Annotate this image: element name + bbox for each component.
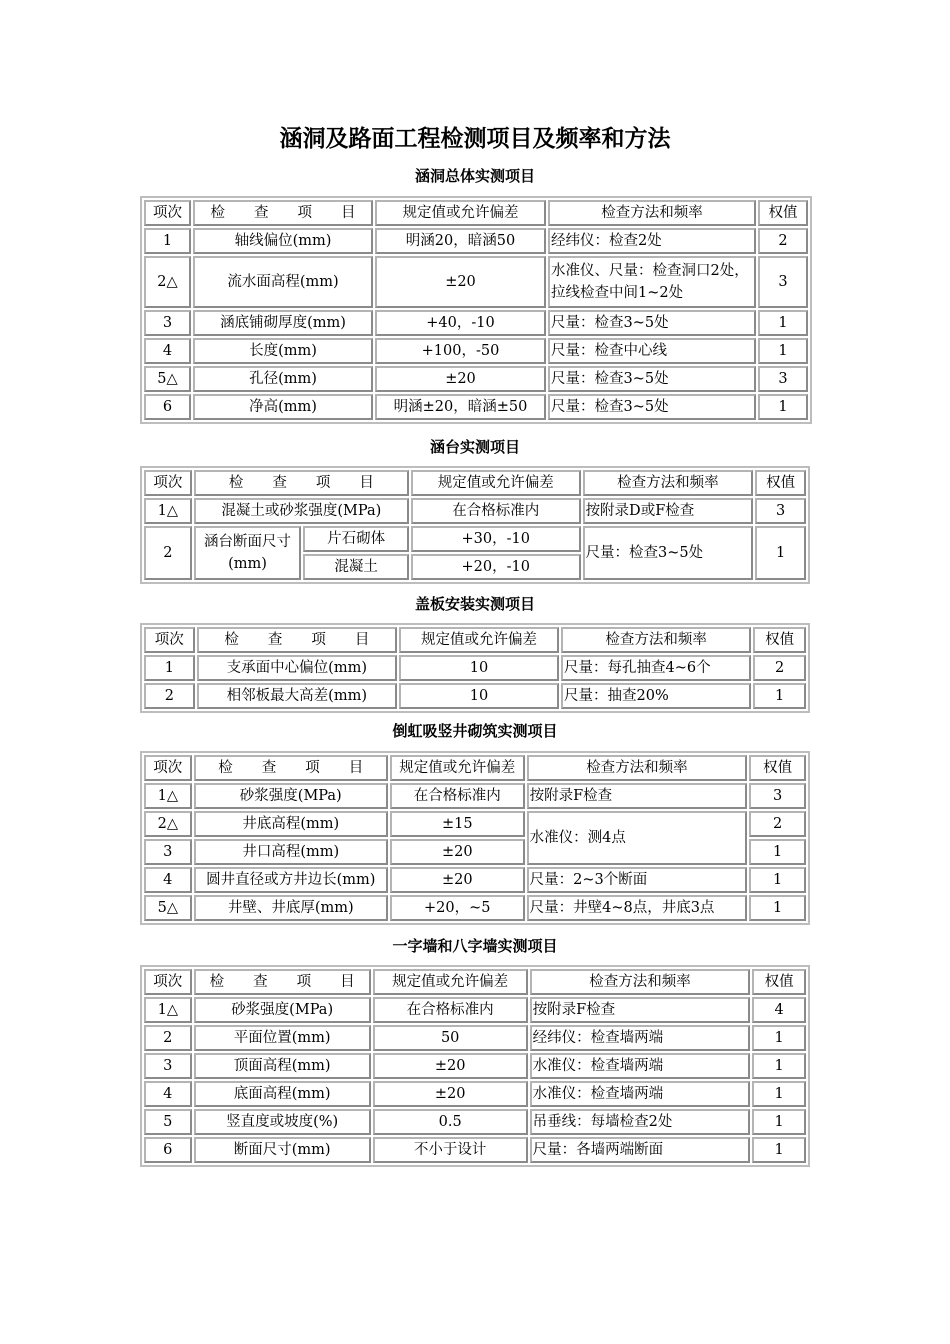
cell-no: 3 xyxy=(144,310,191,336)
header-no: 项次 xyxy=(144,755,192,781)
cell-no: 2 xyxy=(144,1025,192,1051)
cell-no: 5 xyxy=(144,1109,192,1135)
cell-no: 3 xyxy=(144,1053,192,1079)
cell-no: 4 xyxy=(144,867,192,893)
cell-tolerance: 0.5 xyxy=(373,1109,528,1135)
cell-method: 尺量：检查3~5处 xyxy=(548,310,756,336)
cell-item: 轴线偏位(mm) xyxy=(193,228,373,254)
cell-tolerance: 在合格标准内 xyxy=(411,498,581,524)
page-title: 涵洞及路面工程检测项目及频率和方法 xyxy=(279,126,671,152)
cell-no: 6 xyxy=(144,394,191,420)
cell-item: 砂浆强度(MPa) xyxy=(194,783,388,809)
cell-tolerance: ±20 xyxy=(390,867,525,893)
cell-tolerance: ±20 xyxy=(375,256,546,308)
cell-weight: 1 xyxy=(752,1137,806,1163)
cell-item: 涵台断面尺寸(mm) xyxy=(194,526,302,580)
header-method: 检查方法和频率 xyxy=(527,755,748,781)
cell-item: 底面高程(mm) xyxy=(194,1081,371,1107)
cell-method: 水准仪：检查墙两端 xyxy=(530,1053,751,1079)
table-row xyxy=(144,683,806,709)
cell-no: 2△ xyxy=(144,811,192,837)
table-row xyxy=(144,1081,806,1107)
header-item: 检 查 项 目 xyxy=(197,627,397,653)
table-row xyxy=(144,256,808,308)
cell-method: 水准仪、尺量：检查洞口2处，拉线检查中间1~2处 xyxy=(548,256,756,308)
cell-method: 尺量：井壁4~8点，井底3点 xyxy=(527,895,748,921)
cell-tolerance: 不小于设计 xyxy=(373,1137,528,1163)
cell-tolerance: 在合格标准内 xyxy=(390,783,525,809)
cell-weight: 4 xyxy=(752,997,806,1023)
cell-item: 井壁、井底厚(mm) xyxy=(194,895,388,921)
cell-weight: 2 xyxy=(753,655,806,681)
header-weight: 权值 xyxy=(749,755,806,781)
table-row xyxy=(144,1137,806,1163)
cell-no: 1△ xyxy=(144,783,192,809)
header-item: 检 查 项 目 xyxy=(193,200,373,226)
cell-no: 5△ xyxy=(144,895,192,921)
cell-item: 竖直度或坡度(%) xyxy=(194,1109,371,1135)
table-row xyxy=(144,997,806,1023)
cell-method: 水准仪：检查墙两端 xyxy=(530,1081,751,1107)
cell-method: 尺量：抽查20% xyxy=(561,683,751,709)
table-row xyxy=(144,1053,806,1079)
cell-method: 尺量：2~3个断面 xyxy=(527,867,748,893)
cell-no: 1△ xyxy=(144,997,192,1023)
cell-method: 按附录D或F检查 xyxy=(583,498,754,524)
header-weight: 权值 xyxy=(753,627,806,653)
cell-tolerance: ±20 xyxy=(390,839,525,865)
cell-tolerance: +100，-50 xyxy=(375,338,546,364)
header-weight: 权值 xyxy=(752,969,806,995)
cell-tolerance: 在合格标准内 xyxy=(373,997,528,1023)
table-row xyxy=(144,783,806,809)
section-title-siphon-shaft: 倒虹吸竖井砌筑实测项目 xyxy=(392,722,558,740)
header-weight: 权值 xyxy=(755,470,806,496)
cover-slab-table xyxy=(140,623,810,713)
header-no: 项次 xyxy=(144,627,195,653)
header-tolerance: 规定值或允许偏差 xyxy=(373,969,528,995)
cell-no: 4 xyxy=(144,1081,192,1107)
header-tolerance: 规定值或允许偏差 xyxy=(390,755,525,781)
header-no: 项次 xyxy=(144,470,192,496)
cell-method: 水准仪：测4点 xyxy=(527,811,748,865)
abutment-table xyxy=(140,466,810,584)
cell-tolerance: 50 xyxy=(373,1025,528,1051)
table-row xyxy=(144,394,808,420)
table-row xyxy=(144,526,806,552)
cell-item: 顶面高程(mm) xyxy=(194,1053,371,1079)
cell-tolerance: +20，-10 xyxy=(411,554,581,580)
cell-no: 1 xyxy=(144,655,195,681)
header-item: 检 查 项 目 xyxy=(194,755,388,781)
cell-tolerance: ±20 xyxy=(373,1053,528,1079)
header-item: 检 查 项 目 xyxy=(194,969,371,995)
table-header-row xyxy=(144,200,808,226)
cell-item: 断面尺寸(mm) xyxy=(194,1137,371,1163)
cell-weight: 1 xyxy=(752,1025,806,1051)
cell-method: 尺量：每孔抽查4~6个 xyxy=(561,655,751,681)
cell-no: 2 xyxy=(144,683,195,709)
cell-tolerance: ±20 xyxy=(373,1081,528,1107)
table-row xyxy=(144,1025,806,1051)
cell-tolerance: +20，~5 xyxy=(390,895,525,921)
cell-no: 5△ xyxy=(144,366,191,392)
culvert-overall-table xyxy=(140,196,812,424)
header-method: 检查方法和频率 xyxy=(583,470,754,496)
section-title-abutment: 涵台实测项目 xyxy=(429,438,520,456)
cell-method: 按附录F检查 xyxy=(530,997,751,1023)
cell-weight: 1 xyxy=(758,394,808,420)
header-tolerance: 规定值或允许偏差 xyxy=(411,470,581,496)
cell-item: 净高(mm) xyxy=(193,394,373,420)
cell-weight: 1 xyxy=(755,526,806,580)
cell-item: 井底高程(mm) xyxy=(194,811,388,837)
cell-tolerance: ±20 xyxy=(375,366,546,392)
cell-item: 长度(mm) xyxy=(193,338,373,364)
cell-item: 孔径(mm) xyxy=(193,366,373,392)
cell-weight: 2 xyxy=(758,228,808,254)
table-row xyxy=(144,310,808,336)
cell-tolerance: 明涵±20，暗涵±50 xyxy=(375,394,546,420)
header-tolerance: 规定值或允许偏差 xyxy=(375,200,546,226)
cell-weight: 2 xyxy=(749,811,806,837)
cell-weight: 1 xyxy=(752,1109,806,1135)
header-weight: 权值 xyxy=(758,200,808,226)
cell-no: 3 xyxy=(144,839,192,865)
header-method: 检查方法和频率 xyxy=(548,200,756,226)
header-method: 检查方法和频率 xyxy=(530,969,751,995)
header-tolerance: 规定值或允许偏差 xyxy=(399,627,559,653)
table-row xyxy=(144,867,806,893)
siphon-shaft-table xyxy=(140,751,810,925)
section-title-wing-wall: 一字墙和八字墙实测项目 xyxy=(392,937,558,955)
cell-item: 井口高程(mm) xyxy=(194,839,388,865)
header-method: 检查方法和频率 xyxy=(561,627,751,653)
cell-weight: 1 xyxy=(752,1081,806,1107)
cell-method: 经纬仪：检查墙两端 xyxy=(530,1025,751,1051)
cell-tolerance: +40，-10 xyxy=(375,310,546,336)
cell-method: 尺量：各墙两端断面 xyxy=(530,1137,751,1163)
cell-no: 6 xyxy=(144,1137,192,1163)
cell-weight: 3 xyxy=(755,498,806,524)
cell-tolerance: 明涵20，暗涵50 xyxy=(375,228,546,254)
cell-method: 按附录F检查 xyxy=(527,783,748,809)
table-row xyxy=(144,498,806,524)
cell-item: 支承面中心偏位(mm) xyxy=(197,655,397,681)
section-title-culvert-overall: 涵洞总体实测项目 xyxy=(414,167,535,185)
cell-tolerance: ±15 xyxy=(390,811,525,837)
cell-weight: 3 xyxy=(749,783,806,809)
table-row xyxy=(144,1109,806,1135)
cell-no: 1 xyxy=(144,228,191,254)
cell-no: 2△ xyxy=(144,256,191,308)
cell-item: 砂浆强度(MPa) xyxy=(194,997,371,1023)
cell-subitem: 片石砌体 xyxy=(303,526,409,552)
header-no: 项次 xyxy=(144,969,192,995)
cell-weight: 1 xyxy=(749,839,806,865)
table-row xyxy=(144,338,808,364)
cell-method: 吊垂线：每墙检查2处 xyxy=(530,1109,751,1135)
cell-no: 2 xyxy=(144,526,192,580)
cell-item: 涵底铺砌厚度(mm) xyxy=(193,310,373,336)
cell-item: 流水面高程(mm) xyxy=(193,256,373,308)
cell-no: 1△ xyxy=(144,498,192,524)
table-header-row xyxy=(144,470,806,496)
cell-tolerance: 10 xyxy=(399,655,559,681)
cell-weight: 1 xyxy=(753,683,806,709)
table-row xyxy=(144,228,808,254)
cell-weight: 1 xyxy=(749,895,806,921)
table-header-row xyxy=(144,627,806,653)
cell-weight: 1 xyxy=(752,1053,806,1079)
cell-no: 4 xyxy=(144,338,191,364)
cell-item: 平面位置(mm) xyxy=(194,1025,371,1051)
table-row xyxy=(144,366,808,392)
cell-weight: 1 xyxy=(758,310,808,336)
cell-weight: 1 xyxy=(749,867,806,893)
cell-method: 尺量：检查3~5处 xyxy=(548,394,756,420)
cell-item: 混凝土或砂浆强度(MPa) xyxy=(194,498,409,524)
cell-method: 尺量：检查中心线 xyxy=(548,338,756,364)
cell-method: 尺量：检查3~5处 xyxy=(548,366,756,392)
cell-weight: 3 xyxy=(758,366,808,392)
cell-method: 经纬仪：检查2处 xyxy=(548,228,756,254)
table-header-row xyxy=(144,755,806,781)
cell-subitem: 混凝土 xyxy=(303,554,409,580)
cell-item: 相邻板最大高差(mm) xyxy=(197,683,397,709)
table-header-row xyxy=(144,969,806,995)
section-title-cover-slab: 盖板安装实测项目 xyxy=(414,595,535,613)
table-row xyxy=(144,895,806,921)
wing-wall-table xyxy=(140,965,810,1167)
cell-item: 圆井直径或方井边长(mm) xyxy=(194,867,388,893)
header-item: 检 查 项 目 xyxy=(194,470,409,496)
cell-weight: 1 xyxy=(758,338,808,364)
header-no: 项次 xyxy=(144,200,191,226)
cell-method: 尺量：检查3~5处 xyxy=(583,526,754,580)
cell-tolerance: 10 xyxy=(399,683,559,709)
cell-tolerance: +30，-10 xyxy=(411,526,581,552)
table-row xyxy=(144,811,806,837)
table-row xyxy=(144,655,806,681)
cell-weight: 3 xyxy=(758,256,808,308)
